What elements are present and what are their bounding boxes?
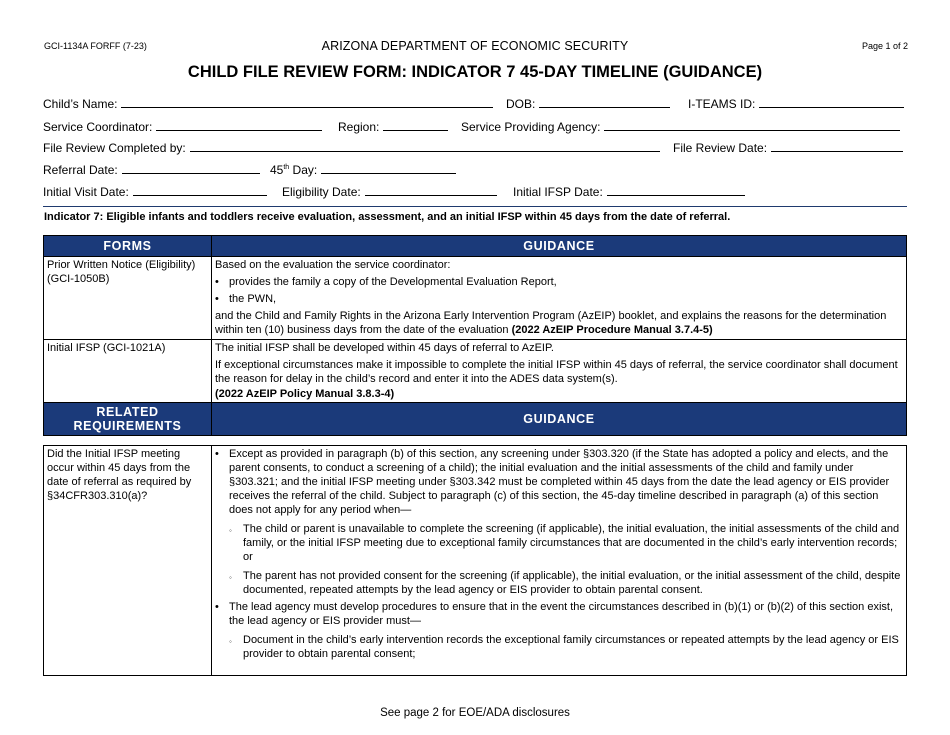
bullet-text: provides the family a copy of the Developmental Evaluation Report, xyxy=(229,276,557,288)
referral-date-field[interactable] xyxy=(43,162,260,177)
form-code: GCI-1134A FORFF (7-23) xyxy=(44,41,147,51)
guidance-intro: Based on the evaluation the service coordinator: xyxy=(215,259,451,271)
table-row xyxy=(44,340,907,403)
day-45-line[interactable] xyxy=(321,162,456,174)
sub-bullet-text: The parent has not provided consent for the screening (if applicable), the initial evaluation, or the initial assessment of the child, despite documented, repeated attempts by the lead agency or EIS provider to obtain parental consent. xyxy=(243,570,901,596)
agency-name: ARIZONA DEPARTMENT OF ECONOMIC SECURITY xyxy=(321,39,629,53)
childs-name-label: Child’s Name: xyxy=(43,97,118,111)
initial-ifsp-date-label: Initial IFSP Date: xyxy=(513,185,603,199)
requirements-table xyxy=(43,445,907,676)
form-cell-ifsp: Initial IFSP (GCI-1021A) xyxy=(44,340,212,403)
section-divider xyxy=(43,206,907,207)
sub-bullet-icon: ◦ xyxy=(229,637,232,646)
form-cell-pwn: Prior Written Notice (Eligibility) (GCI-1050B) xyxy=(44,257,212,340)
dob-label: DOB: xyxy=(506,97,536,111)
guidance-header: GUIDANCE xyxy=(212,236,907,257)
page-number: Page 1 of 2 xyxy=(861,41,908,51)
referral-date-line[interactable] xyxy=(122,162,260,174)
bullet-icon: • xyxy=(215,293,219,305)
region-label: Region: xyxy=(338,120,380,134)
file-review-completed-by-field[interactable] xyxy=(43,140,660,155)
guidance-cell-ifsp xyxy=(212,340,907,403)
table-row xyxy=(44,257,907,340)
file-review-completed-by-line[interactable] xyxy=(190,140,660,152)
forms-header: FORMS xyxy=(44,236,212,257)
list-item xyxy=(215,600,903,628)
sub-bullet-text: The child or parent is unavailable to complete the screening (if applicable), the initial evaluation, the initial assessments of the child and family, or the initial IFSP meeting due to exceptional family circumstances that are documented in the child’s early intervention records; or xyxy=(243,523,900,563)
sub-bullet-icon: ◦ xyxy=(229,526,232,535)
forms-table-header xyxy=(44,236,907,257)
table-row xyxy=(44,446,907,676)
list-item xyxy=(215,447,903,517)
initial-visit-date-field[interactable] xyxy=(43,184,267,199)
iteams-id-field[interactable] xyxy=(688,96,904,111)
iteams-id-label: I-TEAMS ID: xyxy=(688,97,756,111)
list-item xyxy=(215,292,903,306)
file-review-date-line[interactable] xyxy=(771,140,903,152)
day-45-label xyxy=(270,163,317,177)
eligibility-date-line[interactable] xyxy=(365,184,497,196)
dob-field[interactable] xyxy=(506,96,670,111)
policy-citation: (2022 AzEIP Policy Manual 3.8.3-4) xyxy=(215,388,395,400)
eligibility-date-field[interactable] xyxy=(282,184,497,199)
procedure-citation: (2022 AzEIP Procedure Manual 3.7.4-5) xyxy=(511,324,713,336)
indicator-statement: Indicator 7: Eligible infants and toddlers receive evaluation, assessment, and an initial IFSP within 45 days from the date of referral. xyxy=(44,211,731,223)
region-field[interactable] xyxy=(338,119,448,134)
bullet-icon: • xyxy=(215,448,219,460)
day-45-suffix: Day: xyxy=(289,163,318,177)
service-coordinator-line[interactable] xyxy=(156,119,322,131)
file-review-date-field[interactable] xyxy=(673,140,903,155)
forms-guidance-table xyxy=(43,235,907,436)
bullet-text: Except as provided in paragraph (b) of this section, any screening under §303.320 (if the State has adopted a policy and elects, and the parent consents, to conduct a screening of a child); the initial evaluation and the initial assessments of the child and family under §303.321; and the initial IFSP meeting under §303.342 must be completed within 45 days from the date the lead agency or EIS provider receives the referral of the child. Subject to paragraph (c) of this section, the 45-day timeline described in paragraph (a) of this section does not apply for any period when— xyxy=(229,448,890,516)
list-item xyxy=(229,522,903,564)
childs-name-field[interactable] xyxy=(43,96,493,111)
sub-bullet-text: Document in the child’s early intervention records the exceptional family circumstances or repeated attempts by the lead agency or EIS provider to obtain parental consent; xyxy=(243,634,899,660)
footer-disclosure: See page 2 for EOE/ADA disclosures xyxy=(380,707,570,719)
service-coordinator-label: Service Coordinator: xyxy=(43,120,153,134)
eligibility-date-label: Eligibility Date: xyxy=(282,185,361,199)
ifsp-guidance-p1: The initial IFSP shall be developed within 45 days of referral to AzEIP. xyxy=(215,342,554,354)
dob-line[interactable] xyxy=(539,96,670,108)
iteams-id-line[interactable] xyxy=(759,96,904,108)
initial-ifsp-date-field[interactable] xyxy=(513,184,745,199)
sub-bullet-icon: ◦ xyxy=(229,573,232,582)
childs-name-line[interactable] xyxy=(121,96,493,108)
service-providing-agency-line[interactable] xyxy=(604,119,900,131)
day-45-number: 45 xyxy=(270,163,284,177)
bullet-icon: • xyxy=(215,601,219,613)
region-line[interactable] xyxy=(383,119,448,131)
list-item xyxy=(229,633,903,661)
service-coordinator-field[interactable] xyxy=(43,119,322,134)
referral-date-label: Referral Date: xyxy=(43,163,118,177)
service-providing-agency-label: Service Providing Agency: xyxy=(461,120,601,134)
initial-ifsp-date-line[interactable] xyxy=(607,184,745,196)
related-requirements-header: RELATED REQUIREMENTS xyxy=(44,403,212,436)
initial-visit-date-line[interactable] xyxy=(133,184,267,196)
day-45-ordinal: th xyxy=(283,164,290,171)
guidance-header-2: GUIDANCE xyxy=(212,403,907,436)
guidance-cell-pwn xyxy=(212,257,907,340)
bullet-text: The lead agency must develop procedures to ensure that in the event the circumstances described in (b)(1) or (b)(2) of this section exist, the lead agency or EIS provider must— xyxy=(229,601,893,627)
closing-text: and the Child and Family Rights in the Arizona Early Intervention Program (AzEIP) booklet, and explains the reasons for the determination within ten (10) business days from the date of the evaluation xyxy=(215,310,887,336)
service-providing-agency-field[interactable] xyxy=(461,119,900,134)
bullet-icon: • xyxy=(215,276,219,288)
initial-visit-date-label: Initial Visit Date: xyxy=(43,185,129,199)
list-item xyxy=(229,569,903,597)
list-item xyxy=(215,275,903,289)
page-title: CHILD FILE REVIEW FORM: INDICATOR 7 45-DAY TIMELINE (GUIDANCE) xyxy=(187,63,763,81)
file-review-completed-by-label: File Review Completed by: xyxy=(43,141,186,155)
guidance-closing xyxy=(215,309,903,337)
related-table-header xyxy=(44,403,907,436)
requirement-cell: Did the Initial IFSP meeting occur within 45 days from the date of referral as required by §34CFR303.310(a)? xyxy=(44,446,212,676)
file-review-date-label: File Review Date: xyxy=(673,141,768,155)
requirement-guidance-cell xyxy=(212,446,907,676)
bullet-text: the PWN, xyxy=(229,293,277,305)
ifsp-guidance-p2: If exceptional circumstances make it impossible to complete the initial IFSP within 45 days of referral, the service coordinator shall document the reason for delay in the child’s record and enter it into the ADES data system(s). xyxy=(215,359,898,385)
day-45-field[interactable] xyxy=(270,162,456,177)
